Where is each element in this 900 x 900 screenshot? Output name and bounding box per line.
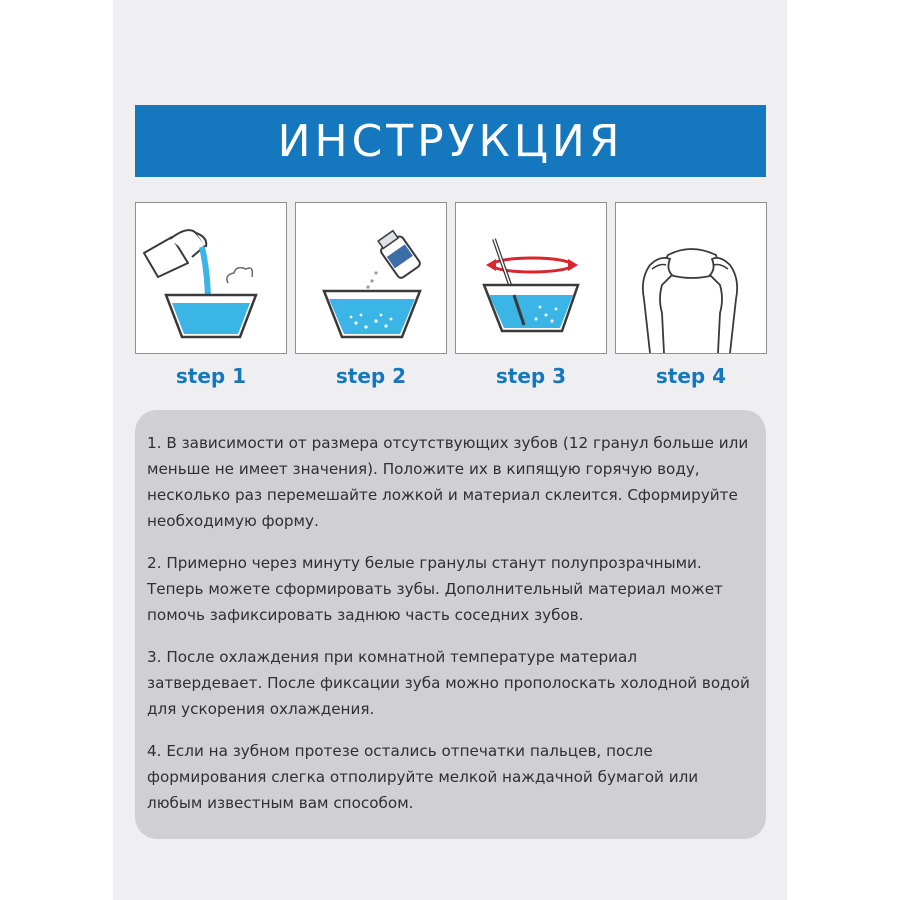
instruction-paragraph-4: 4. Если на зубном протезе остались отпечатки пальцев, после формирования слегка отполируйте мелкой наждачной бумагой или любым известным вам способом.: [147, 742, 699, 812]
step-2-label: step 2: [335, 364, 407, 388]
step-4-label: step 4: [655, 364, 727, 388]
instructions-panel: [135, 410, 766, 839]
stir-bowl-icon: [456, 203, 606, 353]
step-1-label: step 1: [175, 364, 247, 388]
step-1: [135, 202, 287, 388]
step-4: [615, 202, 767, 388]
steps-row: [135, 202, 766, 392]
step-3: [455, 202, 607, 388]
pellets-into-bowl-icon: [296, 203, 446, 353]
step-4-image: [615, 202, 767, 354]
step-3-image: [455, 202, 607, 354]
step-2-image: [295, 202, 447, 354]
title-banner: [135, 105, 766, 177]
instruction-paragraph-2: 2. Примерно через минуту белые гранулы станут полупрозрачными. Теперь можете сформировать зубы. Дополнительный материал может помочь зафиксировать заднюю часть соседних зубов.: [147, 554, 723, 624]
instruction-paragraph-1: 1. В зависимости от размера отсутствующих зубов (12 гранул больше или меньше не имеет значения). Положите их в кипящую горячую воду, несколько раз перемешайте ложкой и материал склеится. Сформируйте необходимую форму.: [147, 434, 749, 530]
kettle-pouring-water-icon: [136, 203, 286, 353]
hands-shaping-material-icon: [616, 203, 766, 353]
instruction-paragraph-3: 3. После охлаждения при комнатной температуре материал затвердевает. После фиксации зуба можно прополоскать холодной водой для ускорения охлаждения.: [147, 648, 750, 718]
step-3-label: step 3: [495, 364, 567, 388]
step-1-image: [135, 202, 287, 354]
step-2: [295, 202, 447, 388]
page-title: ИНСТРУКЦИЯ: [277, 115, 624, 167]
